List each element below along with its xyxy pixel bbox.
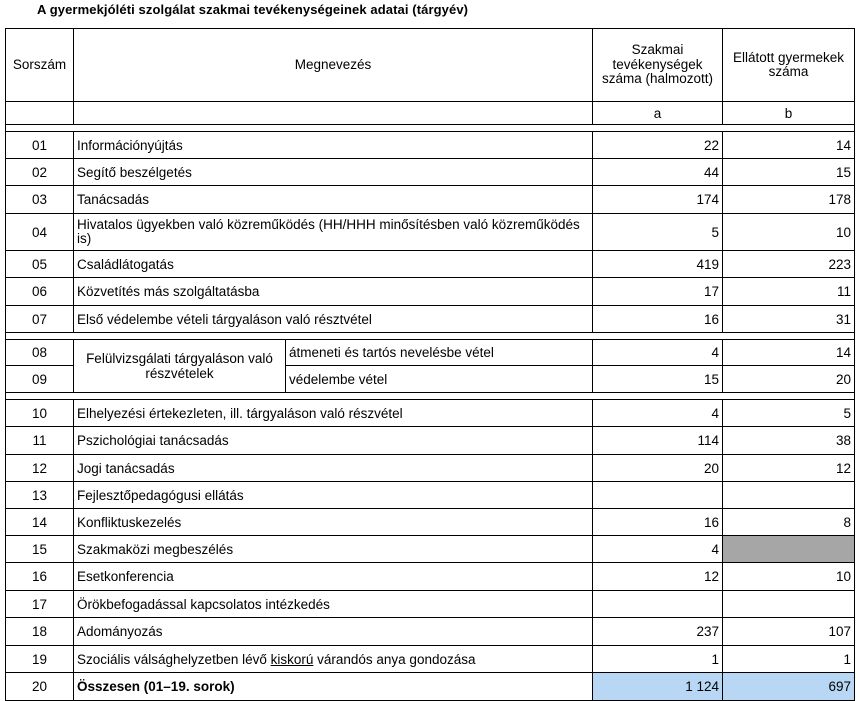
table-row	[6, 563, 855, 591]
header-sorszam: Sorszám	[6, 29, 74, 102]
row-name	[74, 646, 593, 673]
row-value-a: 15	[593, 366, 723, 393]
row-value-a	[593, 482, 723, 509]
row-value-b: 11	[723, 278, 855, 306]
row-number: 15	[6, 536, 74, 563]
row-value-a: 16	[593, 509, 723, 536]
row-value-b	[723, 591, 855, 618]
row-number: 18	[6, 618, 74, 646]
row-name: Jogi tanácsadás	[74, 455, 593, 482]
row-name: Információnyújtás	[74, 132, 593, 159]
row-number: 13	[6, 482, 74, 509]
table-row	[6, 278, 855, 306]
row-name: Elhelyezési értekezleten, ill. tárgyaláson való részvétel	[74, 400, 593, 427]
row-value-b: 223	[723, 251, 855, 278]
row-value-b: 14	[723, 340, 855, 366]
row-number: 08	[6, 340, 74, 366]
table-row	[6, 591, 855, 618]
table-row	[6, 646, 855, 673]
row-value-b: 31	[723, 306, 855, 333]
row-value-a: 22	[593, 132, 723, 159]
row-value-a: 4	[593, 536, 723, 563]
row-name: átmeneti és tartós nevelésbe vétel	[286, 340, 593, 366]
row-name: Adományozás	[74, 618, 593, 646]
table-row	[6, 427, 855, 455]
total-row	[6, 673, 855, 701]
shaded-cell	[723, 536, 855, 563]
row-value-b: 107	[723, 618, 855, 646]
data-table	[5, 28, 855, 701]
header-letter-empty	[6, 102, 74, 125]
table-row	[6, 509, 855, 536]
table-row	[6, 482, 855, 509]
table-row	[6, 214, 855, 251]
row-value-a: 16	[593, 306, 723, 333]
row-value-b: 1	[723, 646, 855, 673]
header-col-b: Ellátott gyermekek száma	[723, 29, 855, 102]
row-number: 03	[6, 186, 74, 214]
table-row	[6, 455, 855, 482]
header-col-a: Szakmai tevékenységek száma (halmozott)	[593, 29, 723, 102]
row-name-part: Szociális válsághelyzetben lévő	[77, 651, 271, 667]
row-value-b: 20	[723, 366, 855, 393]
row-value-a: 4	[593, 340, 723, 366]
page-title: A gyermekjóléti szolgálat szakmai tevékenységeinek adatai (tárgyév)	[37, 2, 469, 17]
row-value-b: 8	[723, 509, 855, 536]
row-number: 04	[6, 214, 74, 251]
row-value-a	[593, 591, 723, 618]
row-number: 01	[6, 132, 74, 159]
row-number: 19	[6, 646, 74, 673]
row-name: Első védelembe vételi tárgyaláson való résztvétel	[74, 306, 593, 333]
row-value-a: 44	[593, 159, 723, 186]
row-number: 12	[6, 455, 74, 482]
row-name-part: várandós anya gondozása	[313, 651, 476, 667]
table-row	[6, 400, 855, 427]
row-value-b	[723, 482, 855, 509]
row-value-b: 10	[723, 563, 855, 591]
header-letter-row	[6, 102, 855, 125]
spacer-row	[6, 125, 855, 132]
total-value-a: 1 124	[593, 673, 723, 701]
row-name: Pszichológiai tanácsadás	[74, 427, 593, 455]
row-name: Esetkonferencia	[74, 563, 593, 591]
row-value-a: 174	[593, 186, 723, 214]
row-name: Konfliktuskezelés	[74, 509, 593, 536]
row-value-b: 15	[723, 159, 855, 186]
row-name: Családlátogatás	[74, 251, 593, 278]
total-value-b: 697	[723, 673, 855, 701]
row-value-a: 12	[593, 563, 723, 591]
spacer-row	[6, 393, 855, 400]
row-name: Közvetítés más szolgáltatásba	[74, 278, 593, 306]
header-col-a-letter: a	[593, 102, 723, 125]
table-row	[6, 132, 855, 159]
row-number: 17	[6, 591, 74, 618]
row-number: 11	[6, 427, 74, 455]
row-value-b: 178	[723, 186, 855, 214]
row-value-b: 38	[723, 427, 855, 455]
table-row	[6, 251, 855, 278]
table-row	[6, 186, 855, 214]
table-row	[6, 536, 855, 563]
spacer-row	[6, 333, 855, 340]
row-name: Segítő beszélgetés	[74, 159, 593, 186]
row-value-a: 237	[593, 618, 723, 646]
row-name: Szakmaközi megbeszélés	[74, 536, 593, 563]
row-number: 05	[6, 251, 74, 278]
row-value-a: 1	[593, 646, 723, 673]
row-number: 16	[6, 563, 74, 591]
total-label: Összesen (01–19. sorok)	[74, 673, 593, 701]
row-number: 10	[6, 400, 74, 427]
row-value-a: 17	[593, 278, 723, 306]
row-name: Örökbefogadással kapcsolatos intézkedés	[74, 591, 593, 618]
header-megnevezes: Megnevezés	[74, 29, 593, 102]
row-name: Fejlesztőpedagógusi ellátás	[74, 482, 593, 509]
header-row	[6, 29, 855, 102]
row-value-a: 114	[593, 427, 723, 455]
row-value-a: 20	[593, 455, 723, 482]
row-name-underlined: kiskorú	[270, 651, 314, 667]
row-name: védelembe vétel	[286, 366, 593, 393]
row-number: 02	[6, 159, 74, 186]
row-group-label: Felülvizsgálati tárgyaláson való részvételek	[74, 340, 286, 393]
table-row	[6, 159, 855, 186]
row-number: 14	[6, 509, 74, 536]
row-value-b: 14	[723, 132, 855, 159]
row-value-b: 10	[723, 214, 855, 251]
table-row	[6, 618, 855, 646]
row-value-a: 419	[593, 251, 723, 278]
row-name: Tanácsadás	[74, 186, 593, 214]
table-row	[6, 306, 855, 333]
row-value-b: 12	[723, 455, 855, 482]
row-value-b: 5	[723, 400, 855, 427]
header-col-b-letter: b	[723, 102, 855, 125]
row-name: Hivatalos ügyekben való közreműködés (HH/HHH minősítésben való közreműködés is)	[74, 214, 593, 251]
row-value-a: 4	[593, 400, 723, 427]
row-value-a: 5	[593, 214, 723, 251]
table-row	[6, 340, 855, 366]
row-number: 09	[6, 366, 74, 393]
row-number: 06	[6, 278, 74, 306]
header-letter-empty	[74, 102, 593, 125]
row-number: 07	[6, 306, 74, 333]
row-number: 20	[6, 673, 74, 701]
